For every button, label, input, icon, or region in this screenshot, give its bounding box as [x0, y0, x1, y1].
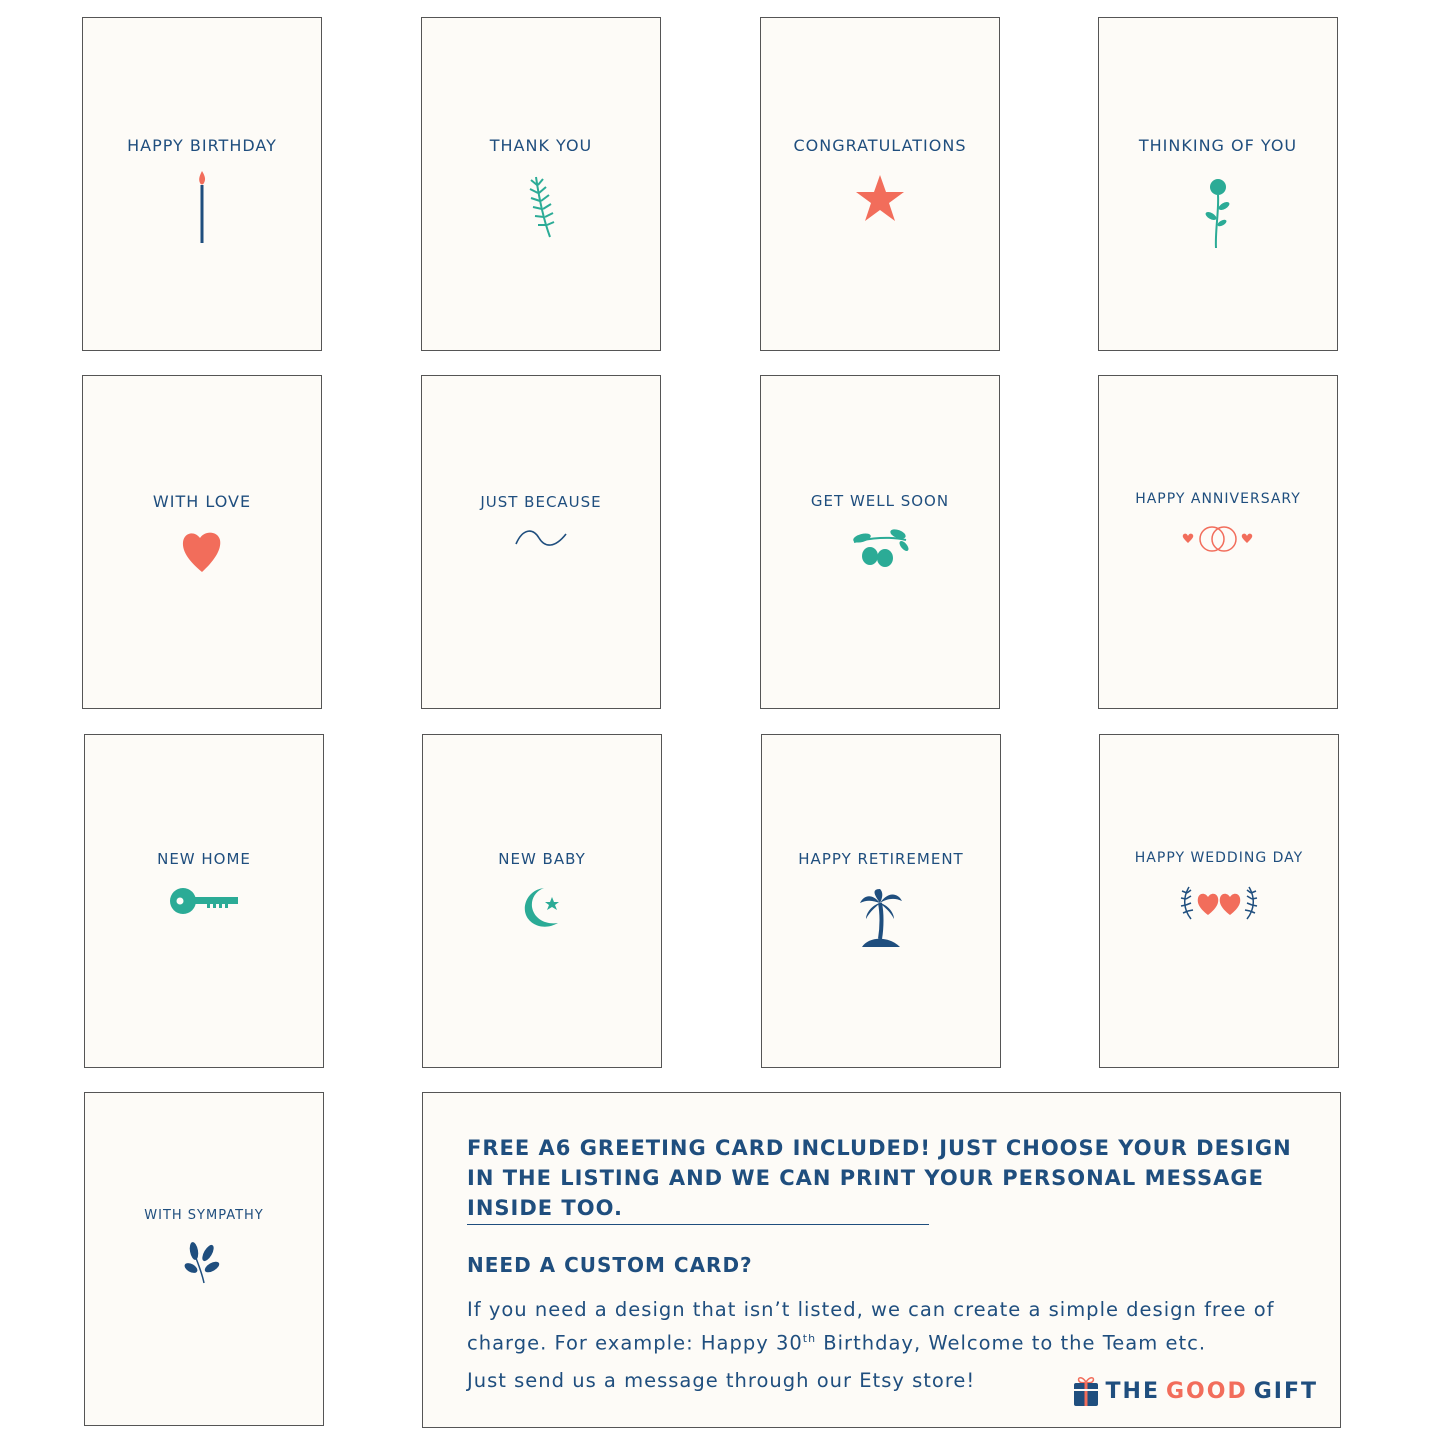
card-congratulations[interactable]: [760, 17, 1000, 351]
star-icon: [854, 173, 906, 223]
rings-icon: [1180, 524, 1256, 554]
hearts-wreath-icon: [1179, 883, 1259, 923]
brand-word: GIFT: [1253, 1378, 1318, 1404]
card-thinking-of-you[interactable]: [1098, 17, 1338, 351]
lemon-branch-icon: [850, 528, 910, 572]
card-label: THANK YOU: [489, 136, 593, 155]
card-label: GET WELL SOON: [810, 492, 950, 510]
card-happy-anniversary[interactable]: [1098, 375, 1338, 709]
brand-logo: [1072, 1375, 1318, 1407]
card-just-because[interactable]: [421, 375, 661, 709]
card-label: THINKING OF YOU: [1138, 136, 1298, 155]
leaf-sprig-icon: [184, 1239, 224, 1285]
card-new-baby[interactable]: [422, 734, 662, 1068]
gift-box-icon: [1072, 1375, 1100, 1407]
card-label: JUST BECAUSE: [480, 493, 602, 511]
card-label: CONGRATULATIONS: [793, 136, 967, 155]
card-with-love[interactable]: [82, 375, 322, 709]
rosemary-sprig-icon: [526, 173, 556, 243]
card-get-well-soon[interactable]: [760, 375, 1000, 709]
card-label: WITH SYMPATHY: [144, 1208, 264, 1223]
card-with-sympathy[interactable]: [84, 1092, 324, 1426]
candle-icon: [192, 168, 212, 248]
ordinal-suffix: th: [802, 1332, 817, 1345]
squiggle-icon: [513, 526, 569, 550]
card-new-home[interactable]: [84, 734, 324, 1068]
rose-icon: [1203, 176, 1233, 251]
card-label: WITH LOVE: [152, 492, 252, 511]
moon-star-icon: [520, 885, 564, 931]
info-panel: [422, 1092, 1341, 1428]
info-body-part: If you need a design that isn’t listed, we can create a simple design free of charge. For example: Happy 30: [467, 1298, 1275, 1355]
info-headline: FREE A6 GREETING CARD INCLUDED! JUST CHOOSE YOUR DESIGN IN THE LISTING AND WE CAN PRINT YOUR PERSONAL MESSAGE INSIDE TOO.: [467, 1136, 1292, 1220]
info-subheading: NEED A CUSTOM CARD?: [467, 1253, 753, 1277]
card-happy-retirement[interactable]: [761, 734, 1001, 1068]
palm-tree-icon: [858, 887, 904, 949]
card-label: NEW HOME: [157, 850, 251, 868]
card-happy-wedding-day[interactable]: [1099, 734, 1339, 1068]
info-body: [467, 1295, 1297, 1358]
divider: [467, 1224, 929, 1225]
card-label: NEW BABY: [498, 850, 586, 868]
card-label: HAPPY ANNIVERSARY: [1135, 491, 1301, 507]
card-label: HAPPY BIRTHDAY: [127, 136, 277, 155]
heart-icon: [180, 528, 224, 574]
brand-word: GOOD: [1165, 1378, 1248, 1404]
card-label: HAPPY RETIREMENT: [798, 850, 964, 868]
card-label: HAPPY WEDDING DAY: [1134, 850, 1304, 866]
card-thank-you[interactable]: [421, 17, 661, 351]
key-icon: [169, 885, 239, 917]
info-cta: Just send us a message through our Etsy store!: [467, 1369, 976, 1392]
card-happy-birthday[interactable]: [82, 17, 322, 351]
brand-word: THE: [1105, 1378, 1160, 1404]
info-body-part: Birthday, Welcome to the Team etc.: [816, 1331, 1207, 1355]
